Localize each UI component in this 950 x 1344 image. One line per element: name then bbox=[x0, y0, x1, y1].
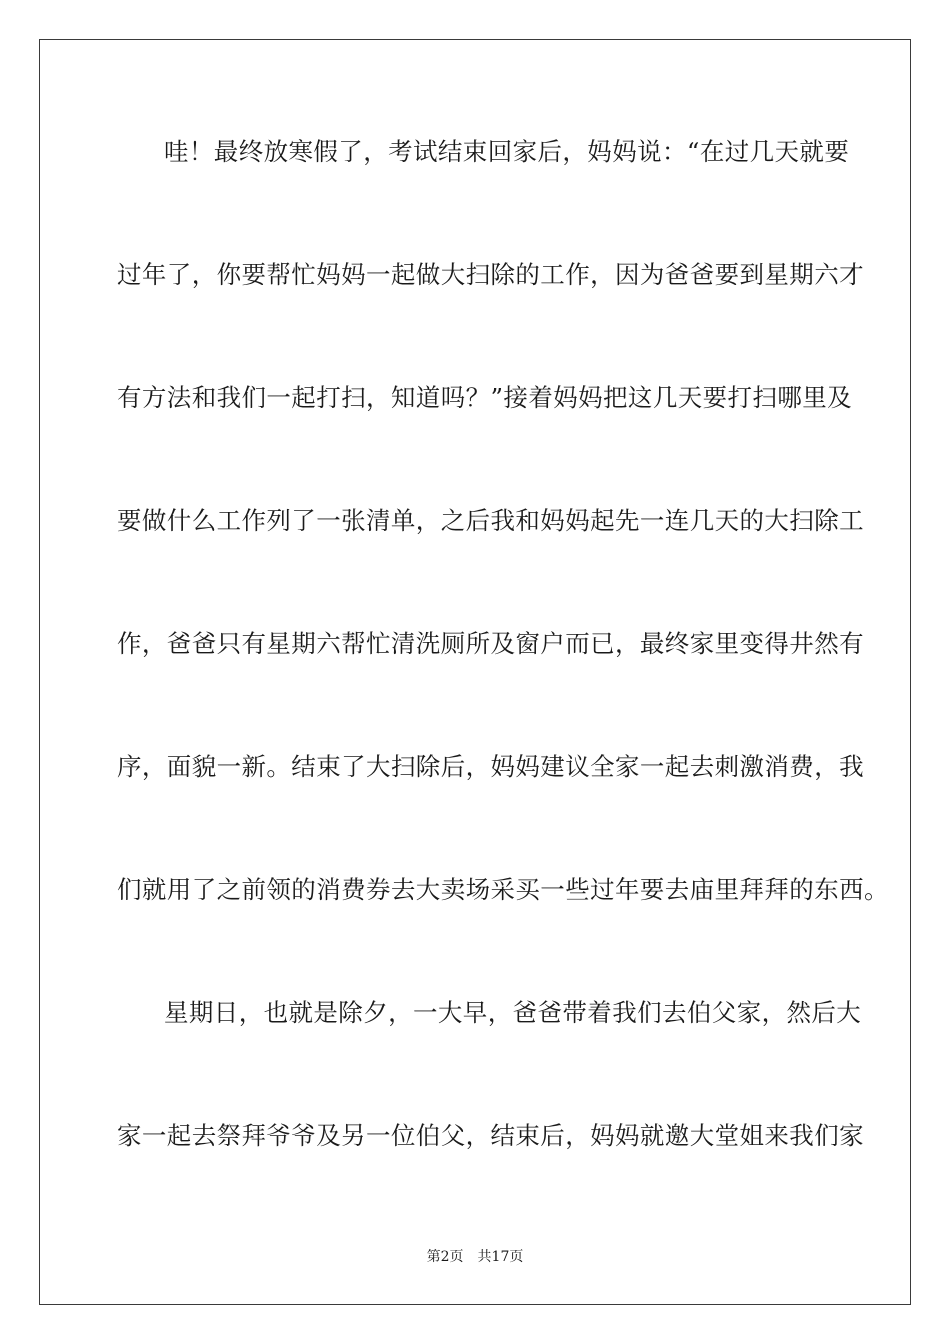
text-line-4: 要做什么工作列了一张清单，之后我和妈妈起先一连几天的大扫除工 bbox=[117, 506, 864, 535]
text-line-5: 作，爸爸只有星期六帮忙清洗厕所及窗户而已，最终家里变得井然有 bbox=[117, 629, 864, 658]
text-line-8: 星期日，也就是除夕，一大早，爸爸带着我们去伯父家，然后大 bbox=[164, 998, 862, 1027]
page-total: 共17页 bbox=[477, 1249, 524, 1265]
text-line-9: 家一起去祭拜爷爷及另一位伯父，结束后，妈妈就邀大堂姐来我们家 bbox=[117, 1121, 864, 1150]
text-line-3: 有方法和我们一起打扫，知道吗？”接着妈妈把这几天要打扫哪里及 bbox=[117, 383, 853, 412]
page-footer bbox=[0, 1248, 950, 1266]
text-line-7: 们就用了之前领的消费券去大卖场采买一些过年要去庙里拜拜的东西。 bbox=[117, 875, 889, 904]
page-border bbox=[39, 39, 911, 1305]
text-line-6: 序，面貌一新。结束了大扫除后，妈妈建议全家一起去刺激消费，我 bbox=[117, 752, 864, 781]
page-number: 第2页 bbox=[426, 1249, 464, 1265]
text-line-1: 哇！最终放寒假了，考试结束回家后，妈妈说：“在过几天就要 bbox=[164, 137, 850, 166]
text-line-2: 过年了，你要帮忙妈妈一起做大扫除的工作，因为爸爸要到星期六才 bbox=[117, 260, 864, 289]
